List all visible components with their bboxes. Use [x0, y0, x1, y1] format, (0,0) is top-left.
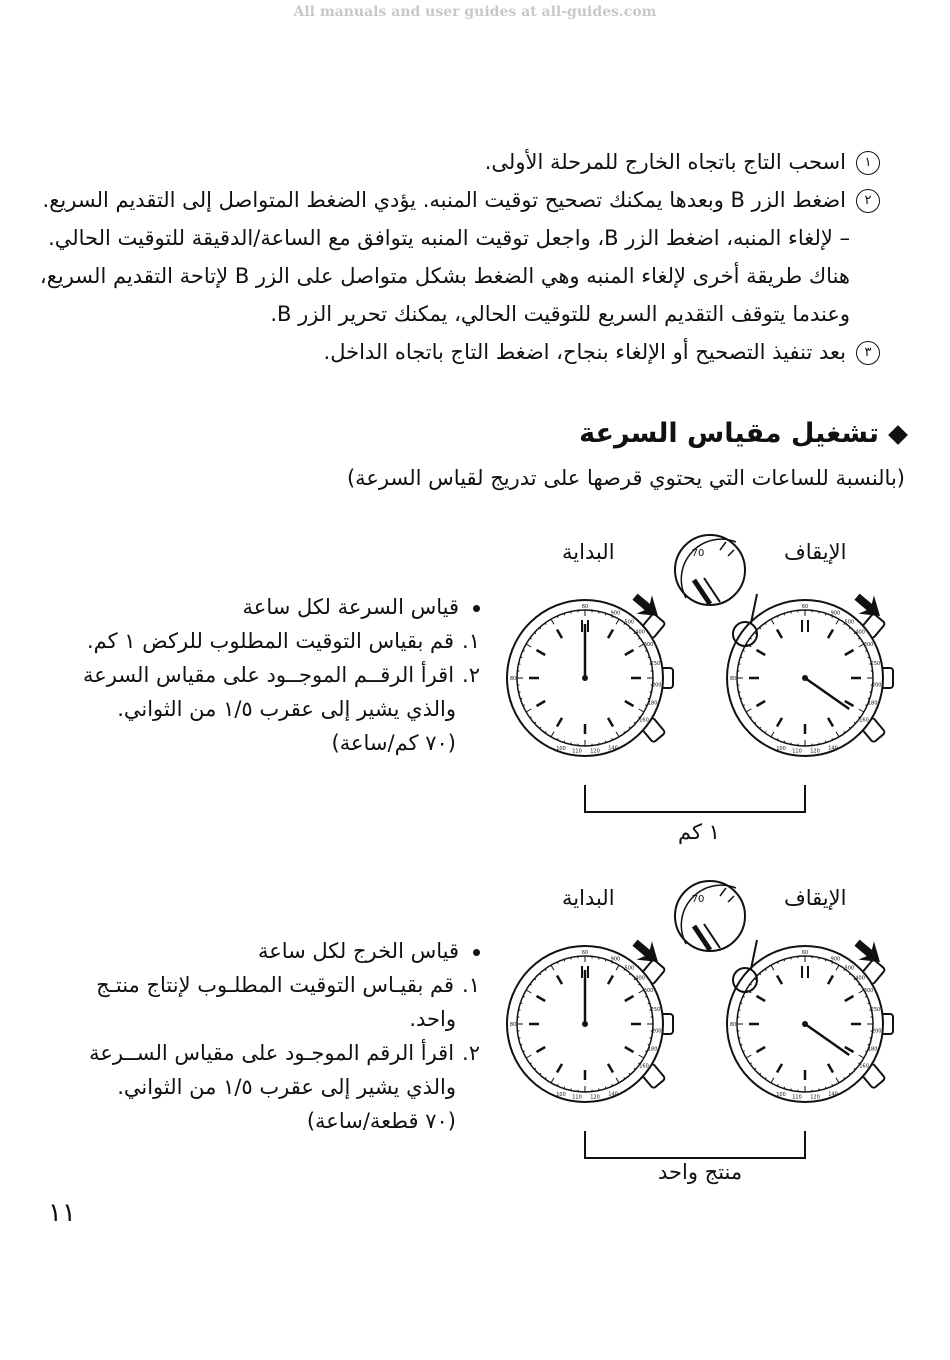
scale-label: 180	[647, 1046, 658, 1053]
distance-label: منتج واحد	[658, 1160, 743, 1184]
scale-label: 160	[639, 717, 649, 724]
scale-label: 140	[828, 1091, 838, 1098]
scale-label: 400	[855, 975, 865, 982]
scale-label: 500	[844, 619, 855, 626]
step-text: اقرأ الرقم الموجـود على مقياس الســرعة	[89, 1041, 455, 1065]
minute-tick	[520, 657, 522, 658]
step-text: (٧٠ كم/ساعة)	[331, 731, 456, 755]
instruction-2-alt-b	[270, 302, 850, 326]
scale-label: 80	[729, 676, 737, 682]
scale-label: 140	[608, 1091, 618, 1098]
instruction-text: بعد تنفيذ التصحيح أو الإلغاء بنجاح، اضغط التاج باتجاه الداخل.	[323, 340, 846, 364]
scale-label: 80	[509, 676, 517, 682]
output-watch-diagram	[490, 866, 930, 1176]
minute-tick	[648, 1003, 650, 1004]
step-number: ١.	[462, 973, 480, 997]
minute-tick	[784, 613, 785, 615]
step-number: ١.	[462, 629, 480, 653]
step-text: اقرأ الرقــم الموجــود على مقياس السرعة	[82, 663, 455, 687]
scale-label: 250	[650, 1007, 661, 1014]
step-text: والذي يشير إلى عقرب ١/٥ من الثواني.	[117, 697, 456, 721]
section-title-text: تشغيل مقياس السرعة	[579, 418, 879, 449]
scale-label: 200	[871, 1028, 882, 1035]
minute-tick	[564, 1087, 565, 1089]
step-text: واحد.	[409, 1007, 456, 1031]
step-number: ٢.	[462, 663, 480, 687]
hand-pivot	[582, 1021, 588, 1027]
scale-label: 200	[651, 682, 662, 689]
magnifier-circle	[675, 535, 745, 605]
minute-tick	[648, 698, 650, 699]
scale-label: 180	[867, 1046, 878, 1053]
scale-label: 180	[647, 700, 658, 707]
instruction-text: – لإلغاء المنبه، اضغط الزر B، واجعل توقيت المنبه يتوافق مع الساعة/الدقيقة للتوقيت الحالي.	[48, 226, 850, 250]
minute-tick	[868, 657, 870, 658]
step-number-circle: ٣	[856, 341, 880, 365]
watermark: All manuals and user guides at all-guides.com	[293, 4, 657, 20]
minute-tick	[740, 1044, 742, 1045]
scale-label: 400	[635, 975, 645, 982]
step-number-circle: ١	[856, 151, 880, 175]
span-bracket	[585, 785, 805, 812]
step-text: قم بقيـاس التوقيت المطلـوب لإنتاج منتـج	[96, 973, 455, 997]
scale-label: 60	[801, 950, 809, 956]
minute-tick	[825, 959, 826, 961]
scale-label: 100	[556, 1092, 566, 1098]
minute-tick	[564, 959, 565, 961]
hand-pivot	[802, 1021, 808, 1027]
minute-tick	[825, 613, 826, 615]
scale-label: 160	[639, 1063, 649, 1070]
scale-label: 60	[581, 950, 589, 956]
magnifier-zoom	[675, 881, 745, 951]
page-number: ١١	[48, 1198, 76, 1228]
minute-tick	[784, 741, 785, 743]
magnifier-circle	[675, 881, 745, 951]
instruction-text: اسحب التاج باتجاه الخارج للمرحلة الأولى.	[484, 150, 846, 174]
scale-label: 180	[867, 700, 878, 707]
bullet-text: قياس السرعة لكل ساعة	[242, 595, 459, 619]
scale-label: 300	[643, 642, 654, 649]
scale-label: 900	[610, 956, 621, 963]
span-bracket	[585, 1131, 805, 1158]
hand-pivot	[582, 675, 588, 681]
bullet-icon	[473, 949, 480, 956]
scale-label: 500	[844, 965, 855, 972]
section-title	[579, 418, 905, 449]
scale-label: 300	[863, 988, 874, 995]
step-text: والذي يشير إلى عقرب ١/٥ من الثواني.	[117, 1075, 456, 1099]
bullet-icon	[473, 605, 480, 612]
scale-label: 250	[870, 661, 881, 668]
minute-tick	[868, 1003, 870, 1004]
instruction-text: وعندما يتوقف التقديم السريع للتوقيت الحالي، يمكنك تحرير الزر B.	[270, 302, 850, 326]
minute-tick	[868, 698, 870, 699]
minute-tick	[520, 1003, 522, 1004]
label-start: البداية	[562, 540, 615, 564]
scale-label: 100	[556, 746, 566, 752]
step-number: ٢.	[462, 1041, 480, 1065]
scale-label: 120	[590, 1094, 600, 1101]
minute-tick	[784, 959, 785, 961]
scale-label: 900	[610, 610, 621, 617]
scale-label: 160	[859, 717, 869, 724]
scale-label: 400	[635, 629, 645, 636]
scale-label: 300	[863, 642, 874, 649]
scale-label: 80	[729, 1022, 737, 1028]
scale-label: 110	[792, 1094, 802, 1101]
diamond-bullet-icon	[888, 425, 908, 445]
scale-label: 400	[855, 629, 865, 636]
magnifier-zoom	[675, 535, 745, 605]
minute-tick	[825, 1087, 826, 1089]
minute-tick	[825, 741, 826, 743]
magnifier-label: 70	[691, 894, 705, 905]
scale-label: 110	[572, 1094, 582, 1101]
step-number-circle: ٢	[856, 189, 880, 213]
minute-tick	[740, 657, 742, 658]
label-stop: الإيقاف	[784, 540, 847, 564]
minute-tick	[564, 741, 565, 743]
instruction-1	[485, 150, 880, 175]
label-stop: الإيقاف	[784, 886, 847, 910]
section-subtitle: (بالنسبة للساعات التي يحتوي قرصها على تدريج لقياس السرعة)	[346, 466, 905, 490]
minute-tick	[605, 1087, 606, 1089]
minute-tick	[784, 1087, 785, 1089]
scale-label: 100	[776, 746, 786, 752]
label-start: البداية	[562, 886, 615, 910]
scale-label: 60	[801, 604, 809, 610]
minute-tick	[564, 613, 565, 615]
scale-label: 80	[509, 1022, 517, 1028]
scale-label: 250	[870, 1007, 881, 1014]
magnifier-label: 70	[691, 548, 705, 559]
scale-label: 500	[624, 619, 635, 626]
scale-label: 900	[830, 956, 841, 963]
scale-label: 160	[859, 1063, 869, 1070]
minute-tick	[648, 1044, 650, 1045]
scale-label: 200	[651, 1028, 662, 1035]
distance-label: ١ كم	[678, 820, 720, 844]
minute-tick	[520, 698, 522, 699]
instruction-2-cancel	[48, 226, 850, 250]
scale-label: 140	[608, 745, 618, 752]
scale-label: 250	[650, 661, 661, 668]
minute-tick	[648, 657, 650, 658]
instruction-2-alt-a	[40, 264, 850, 288]
scale-label: 200	[871, 682, 882, 689]
scale-label: 60	[581, 604, 589, 610]
scale-label: 120	[810, 1094, 820, 1101]
scale-label: 110	[792, 748, 802, 755]
scale-label: 300	[643, 988, 654, 995]
scale-label: 140	[828, 745, 838, 752]
scale-label: 100	[776, 1092, 786, 1098]
bullet-text: قياس الخرج لكل ساعة	[257, 939, 459, 963]
instruction-text: اضغط الزر B وبعدها يمكنك تصحيح توقيت المنبه. يؤدي الضغط المتواصل إلى التقديم السريع.	[42, 188, 846, 212]
speed-instructions	[40, 590, 480, 760]
minute-tick	[605, 613, 606, 615]
scale-label: 120	[590, 748, 600, 755]
watch-start	[507, 600, 673, 756]
step-text: قم بقياس التوقيت المطلوب للركض ١ كم.	[86, 629, 455, 653]
minute-tick	[868, 1044, 870, 1045]
instruction-text: هناك طريقة أخرى لإلغاء المنبه وهي الضغط بشكل متواصل على الزر B لإتاحة التقديم السريع،	[39, 264, 850, 288]
minute-tick	[740, 698, 742, 699]
minute-tick	[605, 741, 606, 743]
hand-pivot	[802, 675, 808, 681]
scale-label: 900	[830, 610, 841, 617]
step-text: (٧٠ قطعة/ساعة)	[306, 1109, 456, 1133]
scale-label: 120	[810, 748, 820, 755]
scale-label: 110	[572, 748, 582, 755]
output-instructions	[40, 934, 480, 1138]
scale-label: 500	[624, 965, 635, 972]
speed-watch-diagram	[490, 520, 930, 830]
minute-tick	[520, 1044, 522, 1045]
watch-start	[507, 946, 673, 1102]
minute-tick	[740, 1003, 742, 1004]
instruction-3	[324, 340, 880, 365]
minute-tick	[605, 959, 606, 961]
instruction-2	[43, 188, 880, 213]
